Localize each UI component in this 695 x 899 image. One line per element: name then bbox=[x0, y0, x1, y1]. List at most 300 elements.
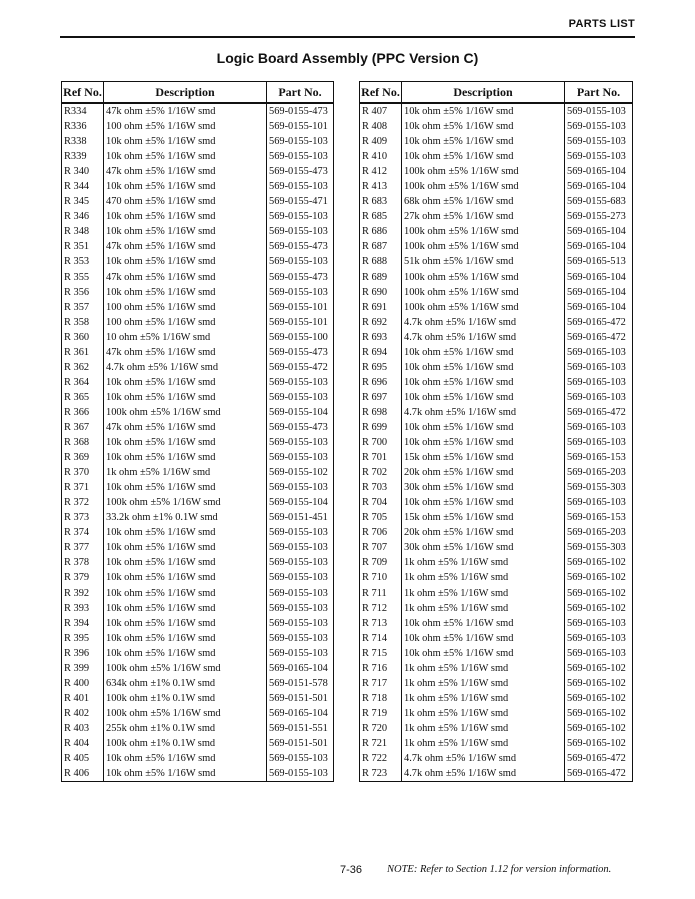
part-number-cell: 569-0155-103 bbox=[267, 209, 334, 224]
ref-cell: R 706 bbox=[360, 525, 402, 540]
part-number-cell: 569-0155-303 bbox=[565, 540, 633, 555]
table-row bbox=[62, 330, 334, 345]
ref-cell: R 696 bbox=[360, 375, 402, 390]
ref-cell: R 399 bbox=[62, 661, 104, 676]
description-cell: 20k ohm ±5% 1/16W smd bbox=[402, 525, 565, 540]
description-cell: 1k ohm ±5% 1/16W smd bbox=[402, 721, 565, 736]
part-number-cell: 569-0165-103 bbox=[565, 360, 633, 375]
ref-cell: R 361 bbox=[62, 345, 104, 360]
table-row bbox=[62, 646, 334, 661]
table-row bbox=[62, 224, 334, 239]
description-cell: 100k ohm ±5% 1/16W smd bbox=[402, 285, 565, 300]
part-number-cell: 569-0155-103 bbox=[267, 646, 334, 661]
ref-cell: R 394 bbox=[62, 616, 104, 631]
description-cell: 10 ohm ±5% 1/16W smd bbox=[104, 330, 267, 345]
ref-cell: R 723 bbox=[360, 766, 402, 782]
table-row bbox=[360, 239, 633, 254]
part-number-cell: 569-0165-104 bbox=[267, 661, 334, 676]
description-cell: 47k ohm ±5% 1/16W smd bbox=[104, 345, 267, 360]
ref-cell: R 362 bbox=[62, 360, 104, 375]
part-number-cell: 569-0165-472 bbox=[565, 330, 633, 345]
table-row bbox=[360, 360, 633, 375]
table-row bbox=[360, 103, 633, 119]
column-header-part: Part No. bbox=[565, 82, 633, 104]
table-row bbox=[360, 420, 633, 435]
ref-cell: R 683 bbox=[360, 194, 402, 209]
ref-cell: R 368 bbox=[62, 435, 104, 450]
table-row bbox=[62, 239, 334, 254]
description-cell: 47k ohm ±5% 1/16W smd bbox=[104, 239, 267, 254]
part-number-cell: 569-0155-103 bbox=[267, 450, 334, 465]
part-number-cell: 569-0151-501 bbox=[267, 736, 334, 751]
description-cell: 30k ohm ±5% 1/16W smd bbox=[402, 480, 565, 495]
part-number-cell: 569-0155-103 bbox=[565, 119, 633, 134]
ref-cell: R 379 bbox=[62, 570, 104, 585]
part-number-cell: 569-0155-471 bbox=[267, 194, 334, 209]
ref-cell: R 365 bbox=[62, 390, 104, 405]
part-number-cell: 569-0165-104 bbox=[565, 164, 633, 179]
ref-cell: R 700 bbox=[360, 435, 402, 450]
part-number-cell: 569-0155-103 bbox=[267, 570, 334, 585]
part-number-cell: 569-0165-472 bbox=[565, 766, 633, 782]
column-header-description: Description bbox=[104, 82, 267, 104]
table-row bbox=[62, 601, 334, 616]
table-row bbox=[62, 450, 334, 465]
part-number-cell: 569-0165-104 bbox=[565, 270, 633, 285]
table-row bbox=[360, 586, 633, 601]
ref-cell: R 686 bbox=[360, 224, 402, 239]
table-row bbox=[360, 330, 633, 345]
description-cell: 10k ohm ±5% 1/16W smd bbox=[104, 179, 267, 194]
ref-cell: R 719 bbox=[360, 706, 402, 721]
ref-cell: R 340 bbox=[62, 164, 104, 179]
part-number-cell: 569-0151-551 bbox=[267, 721, 334, 736]
description-cell: 10k ohm ±5% 1/16W smd bbox=[402, 631, 565, 646]
description-cell: 10k ohm ±5% 1/16W smd bbox=[402, 390, 565, 405]
part-number-cell: 569-0165-102 bbox=[565, 586, 633, 601]
part-number-cell: 569-0165-103 bbox=[565, 390, 633, 405]
part-number-cell: 569-0155-101 bbox=[267, 119, 334, 134]
table-row bbox=[360, 631, 633, 646]
table-row bbox=[62, 525, 334, 540]
ref-cell: R 345 bbox=[62, 194, 104, 209]
description-cell: 100k ohm ±5% 1/16W smd bbox=[402, 300, 565, 315]
table-row bbox=[360, 254, 633, 269]
table-row bbox=[62, 300, 334, 315]
description-cell: 1k ohm ±5% 1/16W smd bbox=[402, 691, 565, 706]
table-row bbox=[360, 285, 633, 300]
table-row bbox=[62, 465, 334, 480]
ref-cell: R 704 bbox=[360, 495, 402, 510]
ref-cell: R 689 bbox=[360, 270, 402, 285]
description-cell: 10k ohm ±5% 1/16W smd bbox=[104, 540, 267, 555]
description-cell: 100k ohm ±5% 1/16W smd bbox=[104, 405, 267, 420]
column-header-description: Description bbox=[402, 82, 565, 104]
ref-cell: R 400 bbox=[62, 676, 104, 691]
ref-cell: R 721 bbox=[360, 736, 402, 751]
part-number-cell: 569-0155-103 bbox=[565, 103, 633, 119]
table-row bbox=[360, 676, 633, 691]
ref-cell: R 705 bbox=[360, 510, 402, 525]
table-row bbox=[62, 480, 334, 495]
table-row bbox=[360, 766, 633, 782]
table-row bbox=[360, 149, 633, 164]
part-number-cell: 569-0165-153 bbox=[565, 450, 633, 465]
table-row bbox=[360, 119, 633, 134]
part-number-cell: 569-0155-103 bbox=[267, 616, 334, 631]
ref-cell: R 401 bbox=[62, 691, 104, 706]
ref-cell: R 367 bbox=[62, 420, 104, 435]
description-cell: 10k ohm ±5% 1/16W smd bbox=[402, 119, 565, 134]
description-cell: 10k ohm ±5% 1/16W smd bbox=[104, 570, 267, 585]
table-row bbox=[62, 555, 334, 570]
description-cell: 10k ohm ±5% 1/16W smd bbox=[402, 646, 565, 661]
description-cell: 10k ohm ±5% 1/16W smd bbox=[104, 285, 267, 300]
description-cell: 33.2k ohm ±1% 0.1W smd bbox=[104, 510, 267, 525]
description-cell: 10k ohm ±5% 1/16W smd bbox=[104, 646, 267, 661]
table-row bbox=[62, 405, 334, 420]
part-number-cell: 569-0155-103 bbox=[267, 766, 334, 782]
part-number-cell: 569-0155-103 bbox=[267, 390, 334, 405]
description-cell: 20k ohm ±5% 1/16W smd bbox=[402, 465, 565, 480]
table-row bbox=[62, 435, 334, 450]
part-number-cell: 569-0155-104 bbox=[267, 495, 334, 510]
description-cell: 100k ohm ±1% 0.1W smd bbox=[104, 736, 267, 751]
part-number-cell: 569-0165-104 bbox=[565, 179, 633, 194]
ref-cell: R 707 bbox=[360, 540, 402, 555]
description-cell: 47k ohm ±5% 1/16W smd bbox=[104, 164, 267, 179]
table-row bbox=[62, 510, 334, 525]
ref-cell: R 377 bbox=[62, 540, 104, 555]
part-number-cell: 569-0165-102 bbox=[565, 691, 633, 706]
table-row bbox=[360, 555, 633, 570]
ref-cell: R 351 bbox=[62, 239, 104, 254]
table-row bbox=[62, 103, 334, 119]
ref-cell: R 409 bbox=[360, 134, 402, 149]
table-row bbox=[62, 631, 334, 646]
table-row bbox=[62, 270, 334, 285]
header-label: PARTS LIST bbox=[568, 18, 635, 30]
ref-cell: R 716 bbox=[360, 661, 402, 676]
table-row bbox=[360, 601, 633, 616]
ref-cell: R 404 bbox=[62, 736, 104, 751]
description-cell: 10k ohm ±5% 1/16W smd bbox=[104, 375, 267, 390]
table-row bbox=[62, 540, 334, 555]
table-row bbox=[62, 194, 334, 209]
ref-cell: R 702 bbox=[360, 465, 402, 480]
table-row bbox=[62, 360, 334, 375]
description-cell: 4.7k ohm ±5% 1/16W smd bbox=[402, 751, 565, 766]
ref-cell: R 373 bbox=[62, 510, 104, 525]
table-row bbox=[360, 375, 633, 390]
part-number-cell: 569-0165-102 bbox=[565, 555, 633, 570]
table-row bbox=[360, 706, 633, 721]
description-cell: 51k ohm ±5% 1/16W smd bbox=[402, 254, 565, 269]
table-row bbox=[62, 495, 334, 510]
ref-cell: R 685 bbox=[360, 209, 402, 224]
description-cell: 10k ohm ±5% 1/16W smd bbox=[402, 360, 565, 375]
description-cell: 1k ohm ±5% 1/16W smd bbox=[402, 570, 565, 585]
description-cell: 47k ohm ±5% 1/16W smd bbox=[104, 103, 267, 119]
part-number-cell: 569-0165-102 bbox=[565, 570, 633, 585]
description-cell: 100k ohm ±5% 1/16W smd bbox=[402, 270, 565, 285]
description-cell: 10k ohm ±5% 1/16W smd bbox=[402, 435, 565, 450]
description-cell: 47k ohm ±5% 1/16W smd bbox=[104, 270, 267, 285]
part-number-cell: 569-0151-501 bbox=[267, 691, 334, 706]
version-note: NOTE: Refer to Section 1.12 for version information. bbox=[387, 864, 612, 875]
ref-cell: R 688 bbox=[360, 254, 402, 269]
table-header-row bbox=[62, 82, 334, 104]
table-row bbox=[62, 375, 334, 390]
part-number-cell: 569-0165-103 bbox=[565, 631, 633, 646]
ref-cell: R 396 bbox=[62, 646, 104, 661]
part-number-cell: 569-0151-578 bbox=[267, 676, 334, 691]
table-row bbox=[62, 119, 334, 134]
part-number-cell: 569-0165-102 bbox=[565, 736, 633, 751]
description-cell: 10k ohm ±5% 1/16W smd bbox=[104, 450, 267, 465]
part-number-cell: 569-0165-513 bbox=[565, 254, 633, 269]
table-row bbox=[62, 721, 334, 736]
table-row bbox=[62, 345, 334, 360]
part-number-cell: 569-0165-103 bbox=[565, 345, 633, 360]
part-number-cell: 569-0155-103 bbox=[267, 631, 334, 646]
description-cell: 470 ohm ±5% 1/16W smd bbox=[104, 194, 267, 209]
part-number-cell: 569-0165-203 bbox=[565, 465, 633, 480]
part-number-cell: 569-0165-103 bbox=[565, 420, 633, 435]
part-number-cell: 569-0165-103 bbox=[565, 435, 633, 450]
part-number-cell: 569-0155-303 bbox=[565, 480, 633, 495]
ref-cell: R 703 bbox=[360, 480, 402, 495]
description-cell: 10k ohm ±5% 1/16W smd bbox=[104, 586, 267, 601]
description-cell: 10k ohm ±5% 1/16W smd bbox=[402, 420, 565, 435]
part-number-cell: 569-0155-100 bbox=[267, 330, 334, 345]
description-cell: 100k ohm ±5% 1/16W smd bbox=[402, 239, 565, 254]
ref-cell: R 392 bbox=[62, 586, 104, 601]
table-row bbox=[62, 315, 334, 330]
ref-cell: R 370 bbox=[62, 465, 104, 480]
part-number-cell: 569-0165-104 bbox=[565, 224, 633, 239]
description-cell: 1k ohm ±5% 1/16W smd bbox=[402, 555, 565, 570]
ref-cell: R 393 bbox=[62, 601, 104, 616]
part-number-cell: 569-0155-103 bbox=[267, 254, 334, 269]
table-row bbox=[360, 209, 633, 224]
table-header-row bbox=[360, 82, 633, 104]
part-number-cell: 569-0165-102 bbox=[565, 676, 633, 691]
table-row bbox=[360, 570, 633, 585]
ref-cell: R 348 bbox=[62, 224, 104, 239]
description-cell: 1k ohm ±5% 1/16W smd bbox=[402, 706, 565, 721]
column-header-ref: Ref No. bbox=[62, 82, 104, 104]
description-cell: 10k ohm ±5% 1/16W smd bbox=[104, 766, 267, 782]
part-number-cell: 569-0165-102 bbox=[565, 721, 633, 736]
description-cell: 15k ohm ±5% 1/16W smd bbox=[402, 450, 565, 465]
table-row bbox=[62, 134, 334, 149]
part-number-cell: 569-0165-103 bbox=[565, 375, 633, 390]
description-cell: 100 ohm ±5% 1/16W smd bbox=[104, 315, 267, 330]
table-row bbox=[360, 194, 633, 209]
description-cell: 10k ohm ±5% 1/16W smd bbox=[104, 751, 267, 766]
table-row bbox=[62, 661, 334, 676]
description-cell: 4.7k ohm ±5% 1/16W smd bbox=[104, 360, 267, 375]
description-cell: 1k ohm ±5% 1/16W smd bbox=[402, 661, 565, 676]
ref-cell: R 410 bbox=[360, 149, 402, 164]
part-number-cell: 569-0165-203 bbox=[565, 525, 633, 540]
ref-cell: R 395 bbox=[62, 631, 104, 646]
table-row bbox=[360, 736, 633, 751]
table-row bbox=[360, 435, 633, 450]
part-number-cell: 569-0165-104 bbox=[565, 239, 633, 254]
part-number-cell: 569-0151-451 bbox=[267, 510, 334, 525]
table-row bbox=[360, 300, 633, 315]
part-number-cell: 569-0155-273 bbox=[565, 209, 633, 224]
description-cell: 10k ohm ±5% 1/16W smd bbox=[104, 435, 267, 450]
ref-cell: R 378 bbox=[62, 555, 104, 570]
part-number-cell: 569-0155-103 bbox=[267, 179, 334, 194]
table-row bbox=[360, 751, 633, 766]
ref-cell: R 699 bbox=[360, 420, 402, 435]
ref-cell: R 413 bbox=[360, 179, 402, 194]
description-cell: 47k ohm ±5% 1/16W smd bbox=[104, 420, 267, 435]
ref-cell: R 357 bbox=[62, 300, 104, 315]
parts-table-left bbox=[61, 81, 334, 782]
table-row bbox=[360, 450, 633, 465]
description-cell: 4.7k ohm ±5% 1/16W smd bbox=[402, 766, 565, 782]
description-cell: 1k ohm ±5% 1/16W smd bbox=[402, 586, 565, 601]
description-cell: 100k ohm ±5% 1/16W smd bbox=[104, 706, 267, 721]
description-cell: 100k ohm ±5% 1/16W smd bbox=[104, 495, 267, 510]
part-number-cell: 569-0155-103 bbox=[267, 751, 334, 766]
ref-cell: R 403 bbox=[62, 721, 104, 736]
description-cell: 1k ohm ±5% 1/16W smd bbox=[402, 676, 565, 691]
part-number-cell: 569-0155-101 bbox=[267, 300, 334, 315]
page-number: 7-36 bbox=[340, 864, 363, 876]
part-number-cell: 569-0165-103 bbox=[565, 646, 633, 661]
table-row bbox=[62, 285, 334, 300]
ref-cell: R 690 bbox=[360, 285, 402, 300]
part-number-cell: 569-0165-103 bbox=[565, 495, 633, 510]
part-number-cell: 569-0155-473 bbox=[267, 420, 334, 435]
part-number-cell: 569-0165-153 bbox=[565, 510, 633, 525]
part-number-cell: 569-0155-103 bbox=[267, 285, 334, 300]
part-number-cell: 569-0165-103 bbox=[565, 616, 633, 631]
description-cell: 4.7k ohm ±5% 1/16W smd bbox=[402, 315, 565, 330]
part-number-cell: 569-0155-103 bbox=[267, 435, 334, 450]
table-row bbox=[62, 420, 334, 435]
table-row bbox=[360, 134, 633, 149]
ref-cell: R 372 bbox=[62, 495, 104, 510]
header-rule bbox=[60, 36, 635, 38]
description-cell: 10k ohm ±5% 1/16W smd bbox=[104, 601, 267, 616]
table-row bbox=[360, 390, 633, 405]
description-cell: 30k ohm ±5% 1/16W smd bbox=[402, 540, 565, 555]
description-cell: 100 ohm ±5% 1/16W smd bbox=[104, 119, 267, 134]
description-cell: 10k ohm ±5% 1/16W smd bbox=[402, 375, 565, 390]
ref-cell: R 405 bbox=[62, 751, 104, 766]
part-number-cell: 569-0155-103 bbox=[565, 149, 633, 164]
part-number-cell: 569-0155-102 bbox=[267, 465, 334, 480]
part-number-cell: 569-0155-103 bbox=[267, 480, 334, 495]
table-row bbox=[62, 736, 334, 751]
part-number-cell: 569-0165-102 bbox=[565, 661, 633, 676]
ref-cell: R 408 bbox=[360, 119, 402, 134]
part-number-cell: 569-0155-103 bbox=[267, 555, 334, 570]
table-row bbox=[62, 691, 334, 706]
table-row bbox=[360, 179, 633, 194]
description-cell: 10k ohm ±5% 1/16W smd bbox=[402, 103, 565, 119]
description-cell: 10k ohm ±5% 1/16W smd bbox=[402, 495, 565, 510]
part-number-cell: 569-0155-473 bbox=[267, 103, 334, 119]
table-row bbox=[360, 164, 633, 179]
ref-cell: R 720 bbox=[360, 721, 402, 736]
ref-cell: R 693 bbox=[360, 330, 402, 345]
part-number-cell: 569-0155-103 bbox=[267, 149, 334, 164]
description-cell: 10k ohm ±5% 1/16W smd bbox=[104, 149, 267, 164]
part-number-cell: 569-0155-103 bbox=[267, 586, 334, 601]
description-cell: 10k ohm ±5% 1/16W smd bbox=[104, 631, 267, 646]
ref-cell: R 364 bbox=[62, 375, 104, 390]
part-number-cell: 569-0155-103 bbox=[267, 525, 334, 540]
part-number-cell: 569-0155-473 bbox=[267, 239, 334, 254]
ref-cell: R 695 bbox=[360, 360, 402, 375]
ref-cell: R 701 bbox=[360, 450, 402, 465]
part-number-cell: 569-0155-683 bbox=[565, 194, 633, 209]
ref-cell: R 718 bbox=[360, 691, 402, 706]
ref-cell: R 709 bbox=[360, 555, 402, 570]
ref-cell: R 711 bbox=[360, 586, 402, 601]
description-cell: 10k ohm ±5% 1/16W smd bbox=[104, 254, 267, 269]
table-row bbox=[62, 706, 334, 721]
ref-cell: R 406 bbox=[62, 766, 104, 782]
table-row bbox=[62, 390, 334, 405]
description-cell: 27k ohm ±5% 1/16W smd bbox=[402, 209, 565, 224]
ref-cell: R 356 bbox=[62, 285, 104, 300]
table-row bbox=[360, 646, 633, 661]
description-cell: 10k ohm ±5% 1/16W smd bbox=[402, 616, 565, 631]
ref-cell: R 344 bbox=[62, 179, 104, 194]
part-number-cell: 569-0165-472 bbox=[565, 751, 633, 766]
ref-cell: R 697 bbox=[360, 390, 402, 405]
part-number-cell: 569-0165-104 bbox=[565, 285, 633, 300]
description-cell: 1k ohm ±5% 1/16W smd bbox=[402, 601, 565, 616]
part-number-cell: 569-0155-473 bbox=[267, 164, 334, 179]
part-number-cell: 569-0165-104 bbox=[267, 706, 334, 721]
table-row bbox=[360, 345, 633, 360]
ref-cell: R 366 bbox=[62, 405, 104, 420]
description-cell: 10k ohm ±5% 1/16W smd bbox=[104, 390, 267, 405]
table-row bbox=[62, 570, 334, 585]
ref-cell: R 710 bbox=[360, 570, 402, 585]
description-cell: 10k ohm ±5% 1/16W smd bbox=[402, 134, 565, 149]
description-cell: 255k ohm ±1% 0.1W smd bbox=[104, 721, 267, 736]
description-cell: 10k ohm ±5% 1/16W smd bbox=[104, 525, 267, 540]
part-number-cell: 569-0155-101 bbox=[267, 315, 334, 330]
description-cell: 10k ohm ±5% 1/16W smd bbox=[104, 209, 267, 224]
table-row bbox=[360, 510, 633, 525]
ref-cell: R 713 bbox=[360, 616, 402, 631]
table-row bbox=[360, 405, 633, 420]
description-cell: 100k ohm ±5% 1/16W smd bbox=[402, 224, 565, 239]
description-cell: 10k ohm ±5% 1/16W smd bbox=[402, 345, 565, 360]
description-cell: 10k ohm ±5% 1/16W smd bbox=[104, 480, 267, 495]
ref-cell: R 722 bbox=[360, 751, 402, 766]
part-number-cell: 569-0155-103 bbox=[267, 540, 334, 555]
table-row bbox=[360, 315, 633, 330]
ref-cell: R338 bbox=[62, 134, 104, 149]
table-row bbox=[62, 164, 334, 179]
description-cell: 4.7k ohm ±5% 1/16W smd bbox=[402, 405, 565, 420]
part-number-cell: 569-0165-102 bbox=[565, 706, 633, 721]
description-cell: 1k ohm ±5% 1/16W smd bbox=[402, 736, 565, 751]
